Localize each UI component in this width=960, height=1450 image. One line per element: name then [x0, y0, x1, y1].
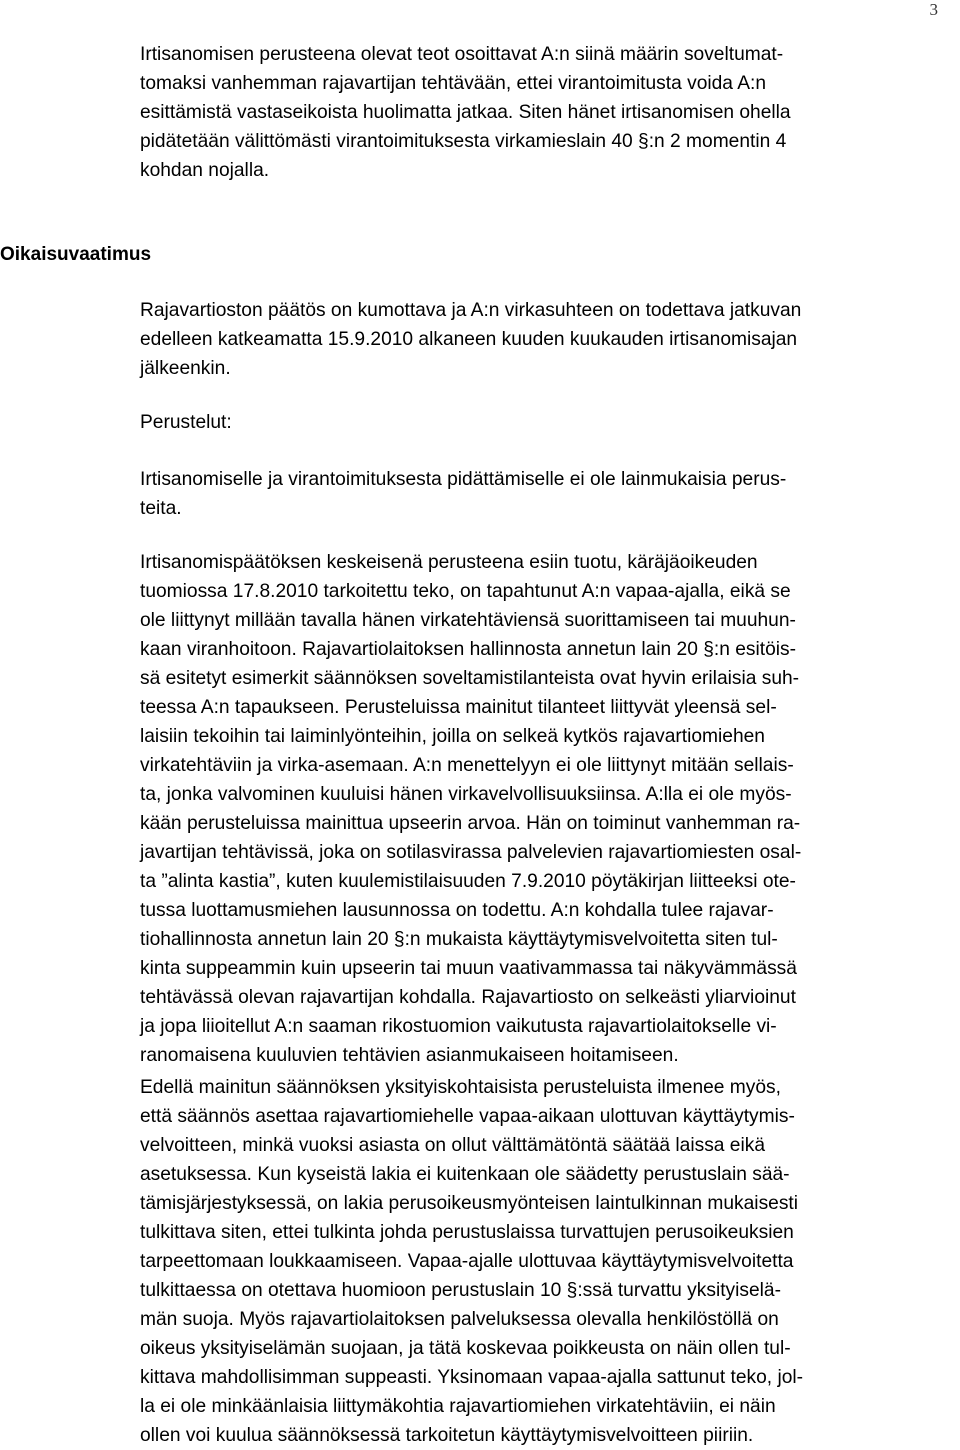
text-line: javartijan tehtävissä, joka on sotilasvirassa palvelevien rajavartiomiesten osal-	[140, 842, 802, 863]
text-line: Irtisanomiselle ja virantoimituksesta pidättämiselle ei ole lainmukaisia perus-	[140, 469, 787, 490]
text-line: tarpeettomaan loukkaamiseen. Vapaa-ajalle ulottuvaa käyttäytymisvelvoitetta	[140, 1251, 794, 1272]
text-line: teessa A:n tapaukseen. Perusteluissa mainitut tilanteet liittyvät yleensä sel-	[140, 697, 777, 718]
section-heading-oikaisuvaatimus: Oikaisuvaatimus	[0, 244, 152, 265]
text-line: ta ”alinta kastia”, kuten kuulemistilaisuuden 7.9.2010 pöytäkirjan liitteeksi ote-	[140, 871, 796, 892]
text-line: kaan viranhoitoon. Rajavartiolaitoksen hallinnosta annetun lain 20 §:n esitöis-	[140, 639, 796, 660]
text-line: kittava mahdollisimman suppeasti. Yksinomaan vapaa-ajalla sattunut teko, jol-	[140, 1367, 804, 1388]
text-line: velvoitteen, minkä vuoksi asiasta on ollut välttämätöntä säätää laissa eikä	[140, 1135, 765, 1156]
text-line: virkatehtäviin ja virka-asemaan. A:n menettelyyn ei ole liittynyt mitään sellais-	[140, 755, 794, 776]
text-line: sä esitetyt esimerkit säännöksen soveltamistilanteista ovat hyvin erilaisia suh-	[140, 668, 800, 689]
text-line: jälkeenkin.	[140, 358, 231, 379]
text-line: laisiin tekoihin tai laiminlyönteihin, joilla on selkeä kytkös rajavartiomiehen	[140, 726, 765, 747]
text-line: kään perusteluissa mainittua upseerin arvoa. Hän on toiminut vanhemman ra-	[140, 813, 801, 834]
text-line: oikeus yksityiselämän suojaan, ja tätä koskevaa poikkeusta on näin ollen tul-	[140, 1338, 791, 1359]
text-line: tulkittaessa on otettava huomioon perustuslain 10 §:ssä turvattu yksityiselä-	[140, 1280, 781, 1301]
text-line: Irtisanomisen perusteena olevat teot osoittavat A:n siinä määrin soveltumat-	[140, 44, 784, 65]
text-line: asetuksessa. Kun kyseistä lakia ei kuitenkaan ole säädetty perustuslain sää-	[140, 1164, 790, 1185]
text-line: Perustelut:	[140, 412, 232, 433]
grounds-paragraph-1	[140, 465, 955, 523]
text-line: pidätetään välittömästi virantoimituksesta virkamieslain 40 §:n 2 momentin 4	[140, 131, 787, 152]
text-line: Edellä mainitun säännöksen yksityiskohtaisista perusteluista ilmenee myös,	[140, 1077, 781, 1098]
text-line: esittämistä vastaseikoista huolimatta jatkaa. Siten hänet irtisanomisen ohella	[140, 102, 791, 123]
text-line: tomaksi vanhemman rajavartijan tehtävään, ettei virantoimitusta voida A:n	[140, 73, 767, 94]
text-line: edelleen katkeamatta 15.9.2010 alkaneen kuuden kuukauden irtisanomisajan	[140, 329, 798, 350]
text-line: ole liittynyt millään tavalla hänen virkatehtäviensä suorittamiseen tai muuhun-	[140, 610, 796, 631]
text-line: että säännös asettaa rajavartiomiehelle vapaa-aikaan ulottuvan käyttäytymis-	[140, 1106, 795, 1127]
text-line: ollen voi kuulua säännöksessä tarkoitetun käyttäytymisvelvoitteen piiriin.	[140, 1425, 754, 1446]
text-line: tulkittava siten, ettei tulkinta johda perustuslaissa turvattujen perusoikeuksien	[140, 1222, 794, 1243]
text-line: kinta suppeammin kuin upseerin tai muun vaativammassa tai näkyvämmässä	[140, 958, 797, 979]
text-line: ta, jonka valvominen kuuluisi hänen virkavelvollisuuksiinsa. A:lla ei ole myös-	[140, 784, 792, 805]
text-line: teita.	[140, 498, 182, 519]
text-line: män suoja. Myös rajavartiolaitoksen palveluksessa olevalla henkilöstöllä on	[140, 1309, 779, 1330]
claim-paragraph	[140, 296, 955, 383]
text-line: tiohallinnosta annetun lain 20 §:n mukaista käyttäytymisvelvoitetta siten tul-	[140, 929, 778, 950]
page-number: 3	[929, 0, 938, 19]
text-line: ja jopa liioitellut A:n saaman rikostuomion vaikutusta rajavartiolaitokselle vi-	[140, 1016, 777, 1037]
grounds-paragraph-2	[140, 548, 955, 1070]
grounds-label	[140, 408, 955, 437]
text-line: Irtisanomispäätöksen keskeisenä perusteena esiin tuotu, käräjäoikeuden	[140, 552, 758, 573]
text-line: tehtävässä olevan rajavartijan kohdalla. Rajavartiosto on selkeästi yliarvioinut	[140, 987, 796, 1008]
intro-paragraph	[140, 40, 955, 185]
text-line: ranomaisena kuuluvien tehtävien asianmukaiseen hoitamiseen.	[140, 1045, 679, 1066]
grounds-paragraph-3	[140, 1073, 955, 1450]
text-line: tuomiossa 17.8.2010 tarkoitettu teko, on tapahtunut A:n vapaa-ajalla, eikä se	[140, 581, 791, 602]
text-line: tämisjärjestyksessä, on lakia perusoikeusmyönteisen laintulkinnan mukaisesti	[140, 1193, 799, 1214]
text-line: tussa luottamusmiehen lausunnossa on todettu. A:n kohdalla tulee rajavar-	[140, 900, 774, 921]
text-line: kohdan nojalla.	[140, 160, 270, 181]
text-line: Rajavartioston päätös on kumottava ja A:n virkasuhteen on todettava jatkuvan	[140, 300, 802, 321]
text-line: la ei ole minkäänlaisia liittymäkohtia rajavartiomiehen virkatehtäviin, ei näin	[140, 1396, 776, 1417]
